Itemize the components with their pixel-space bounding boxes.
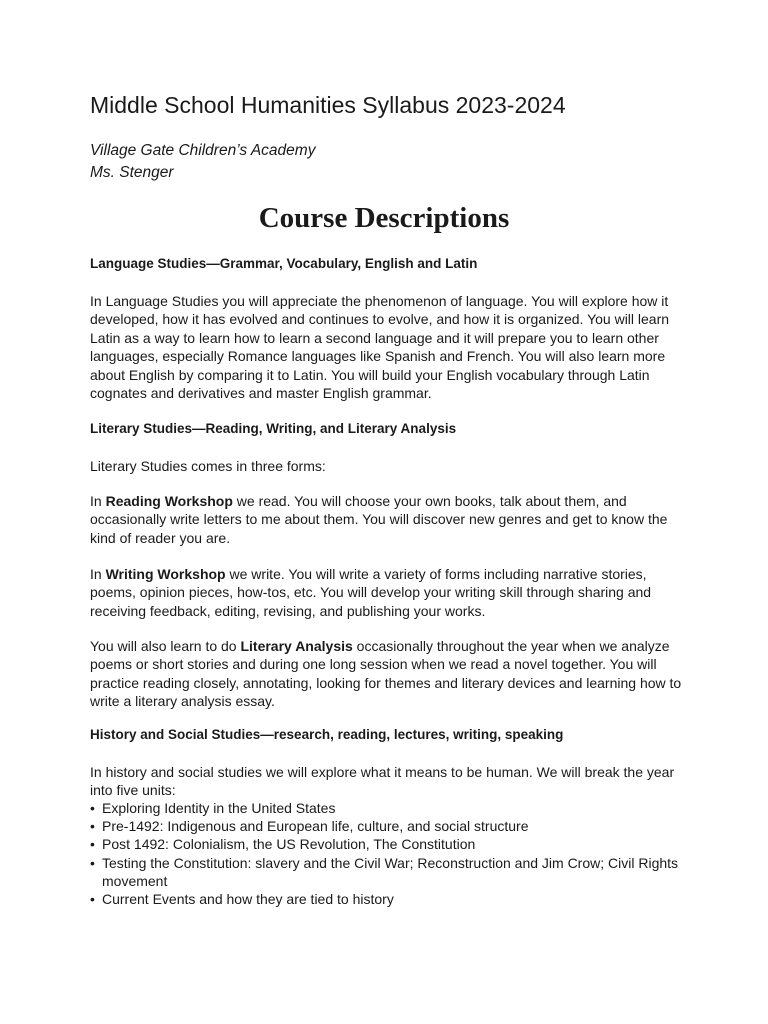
reading-workshop-text: we read. You will choose your own books, talk about them, and occasionally write letters to me about them. You will discover new genres and get to know the kind of reader you are. <box>90 493 668 546</box>
writing-workshop-text: we write. You will write a variety of forms including narrative stories, poems, opinion pieces, how-tos, etc. You will develop your writing skill through sharing and receiving feedback, editing, revising, and publishing your works. <box>90 566 652 619</box>
language-studies-paragraph: In Language Studies you will appreciate the phenomenon of language. You will explore how it developed, how it has evolved and continues to evolve, and how it is organized. You will learn Latin as a way to learn how to learn a second language and it will prepare you to learn other languages, especially Romance languages like Spanish and French. You will also learn more about English by comparing it to Latin. You will build your English vocabulary through Latin cognates and derivatives and master English grammar. <box>90 293 670 402</box>
list-item: • Exploring Identity in the United States <box>90 799 690 817</box>
history-intro: In history and social studies we will explore what it means to be human. We will break the year into five units: <box>90 764 675 799</box>
list-item: • Testing the Constitution: slavery and the Civil War; Reconstruction and Jim Crow; Civil Rights movement <box>90 854 690 890</box>
list-item: • Pre-1492: Indigenous and European life, culture, and social structure <box>90 817 690 835</box>
writing-workshop-paragraph <box>90 565 690 620</box>
history-units-list <box>90 799 690 908</box>
literary-analysis-term: Literary Analysis <box>240 638 353 654</box>
document-title: Middle School Humanities Syllabus 2023-2024 <box>90 92 566 118</box>
course-descriptions-heading: Course Descriptions <box>258 202 510 234</box>
writing-workshop-pre: In <box>90 566 106 582</box>
reading-workshop-pre: In <box>90 493 106 509</box>
literary-analysis-paragraph <box>90 637 690 711</box>
list-item: • Post 1492: Colonialism, the US Revolution, The Constitution <box>90 835 690 853</box>
language-studies-heading: Language Studies—Grammar, Vocabulary, English and Latin <box>90 256 478 271</box>
reading-workshop-paragraph <box>90 492 690 547</box>
history-heading: History and Social Studies—research, reading, lectures, writing, speaking <box>90 727 564 742</box>
list-item: • Current Events and how they are tied to history <box>90 890 690 908</box>
reading-workshop-term: Reading Workshop <box>105 493 233 509</box>
literary-studies-intro: Literary Studies comes in three forms: <box>90 458 326 474</box>
writing-workshop-term: Writing Workshop <box>105 566 226 582</box>
literary-studies-heading: Literary Studies—Reading, Writing, and Literary Analysis <box>90 421 457 436</box>
literary-analysis-pre: You will also learn to do <box>90 638 241 654</box>
literary-analysis-text: occasionally throughout the year when we analyze poems or short stories and during one long session when we read a novel together. You will practice reading closely, annotating, looking for themes and literary devices and learning how to write a literary analysis essay. <box>90 638 682 710</box>
teacher-name: Ms. Stenger <box>90 164 174 181</box>
school-name: Village Gate Children’s Academy <box>90 142 316 159</box>
